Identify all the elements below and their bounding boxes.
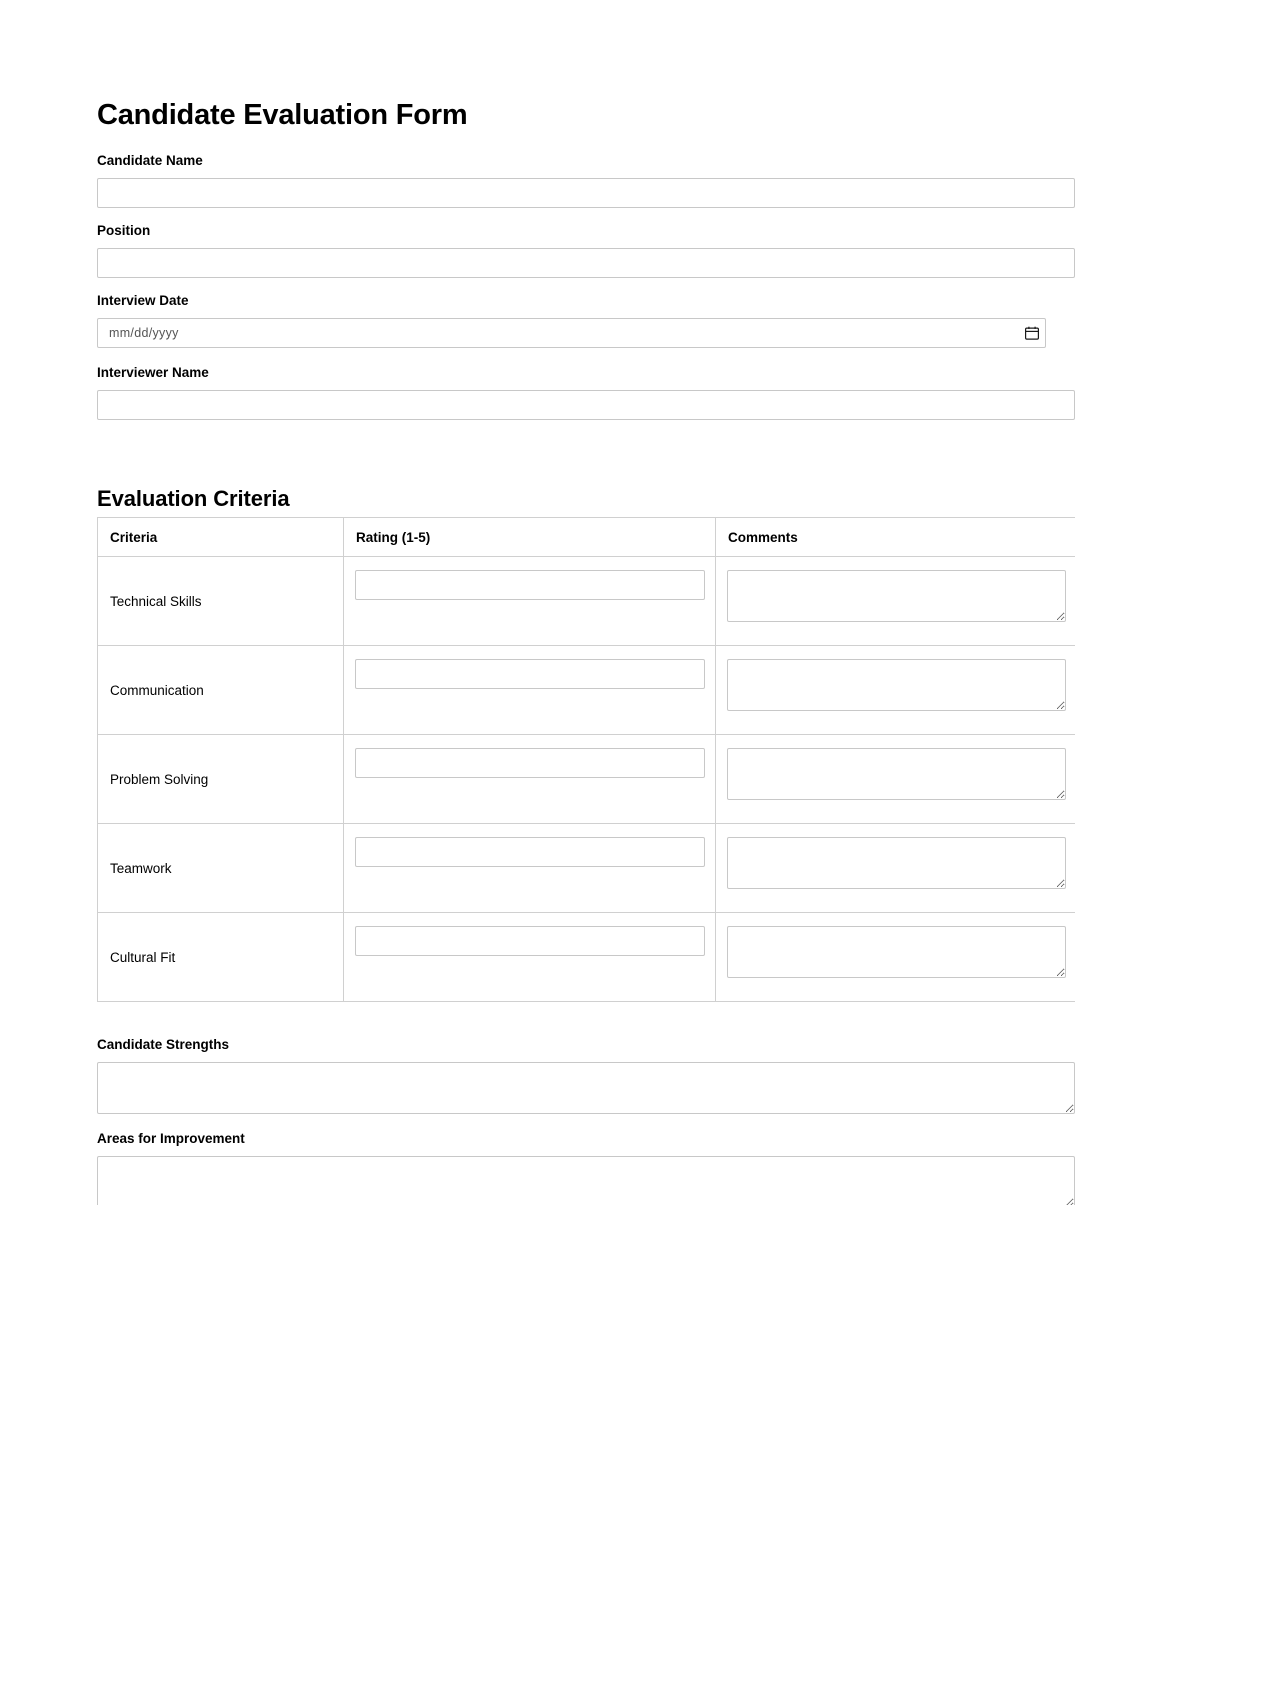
comments-input-problem-solving[interactable] [727,748,1066,800]
criteria-label-technical-skills: Technical Skills [98,557,344,646]
interview-date-placeholder: mm/dd/yyyy [109,326,179,340]
rating-input-cultural-fit[interactable] [355,926,705,956]
comments-input-communication[interactable] [727,659,1066,711]
evaluation-criteria-heading: Evaluation Criteria [97,486,290,512]
position-input[interactable] [97,248,1075,278]
rating-cell [344,735,716,824]
rating-input-problem-solving[interactable] [355,748,705,778]
comments-input-technical-skills[interactable] [727,570,1066,622]
position-label: Position [97,223,151,238]
column-header-criteria: Criteria [98,518,344,557]
rating-cell [344,557,716,646]
comments-cell [716,735,1076,824]
comments-cell [716,824,1076,913]
interviewer-name-input[interactable] [97,390,1075,420]
table-row [98,824,1076,913]
comments-cell [716,646,1076,735]
table-row [98,557,1076,646]
comments-cell [716,913,1076,1002]
rating-cell [344,646,716,735]
evaluation-criteria-table [97,517,1075,1002]
table-header-row [98,518,1076,557]
calendar-icon[interactable] [1025,326,1039,340]
comments-cell [716,557,1076,646]
candidate-name-input[interactable] [97,178,1075,208]
rating-input-technical-skills[interactable] [355,570,705,600]
table-row [98,646,1076,735]
table-row [98,735,1076,824]
criteria-label-teamwork: Teamwork [98,824,344,913]
candidate-strengths-input[interactable] [97,1062,1075,1114]
interview-date-input[interactable] [97,318,1046,348]
candidate-strengths-label: Candidate Strengths [97,1037,230,1052]
candidate-name-label: Candidate Name [97,153,203,168]
rating-input-communication[interactable] [355,659,705,689]
rating-cell [344,824,716,913]
criteria-label-cultural-fit: Cultural Fit [98,913,344,1002]
criteria-label-problem-solving: Problem Solving [98,735,344,824]
column-header-rating: Rating (1-5) [344,518,716,557]
interview-date-label: Interview Date [97,293,189,308]
areas-for-improvement-input[interactable] [97,1156,1075,1205]
comments-input-teamwork[interactable] [727,837,1066,889]
page-title: Candidate Evaluation Form [97,99,468,131]
areas-for-improvement-label: Areas for Improvement [97,1131,245,1146]
form-content [97,0,1075,1205]
interviewer-name-label: Interviewer Name [97,365,209,380]
criteria-label-communication: Communication [98,646,344,735]
comments-input-cultural-fit[interactable] [727,926,1066,978]
rating-cell [344,913,716,1002]
rating-input-teamwork[interactable] [355,837,705,867]
column-header-comments: Comments [716,518,1076,557]
table-row [98,913,1076,1002]
